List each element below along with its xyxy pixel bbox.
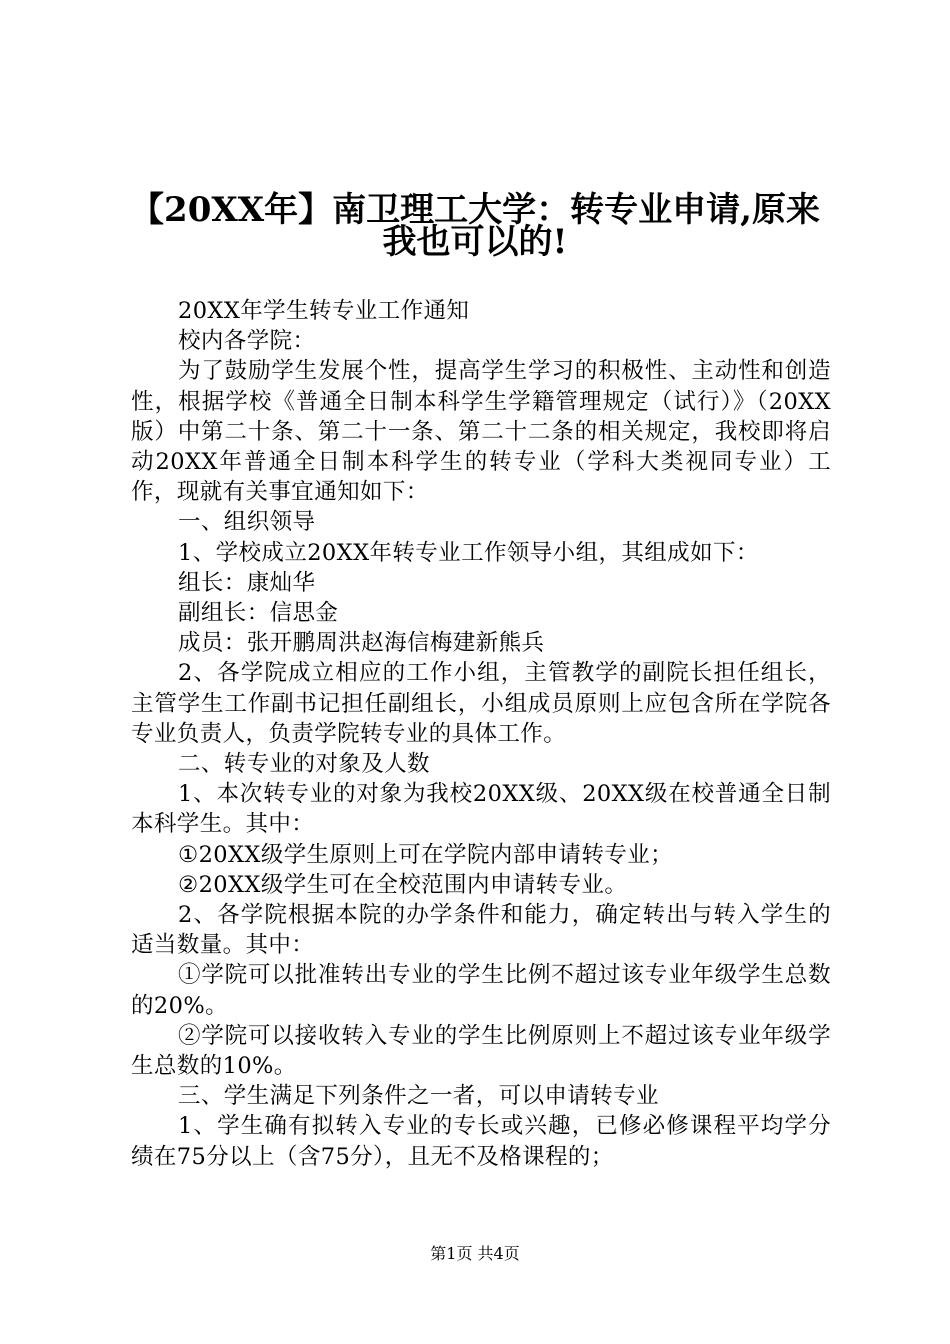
paragraph-quota-item-2: ②学院可以接收转入专业的学生比例原则上不超过该专业年级学生总数的10%。 [131, 1022, 831, 1080]
paragraph-target-item-1: ①20XX级学生原则上可在学院内部申请转专业； [178, 841, 674, 868]
paragraph-notice-heading: 20XX年学生转专业工作通知 [178, 298, 470, 324]
section-heading-targets: 二、转专业的对象及人数 [178, 751, 430, 778]
paragraph-salutation: 校内各学院： [178, 328, 316, 355]
page-number-footer: 第1页 共4页 [430, 1244, 520, 1263]
paragraph-members: 成员：张开鹏周洪赵海信梅建新熊兵 [178, 630, 545, 657]
paragraph-targets: 1、本次转专业的对象为我校20XX级、20XX级在校普通全日制本科学生。其中： [131, 781, 831, 838]
document-title-line-2: 我也可以的! [382, 222, 568, 262]
document-title-line-1: 【20XX年】南卫理工大学：转专业申请,原来 [130, 190, 820, 230]
paragraph-condition-1: 1、学生确有拟转入专业的专长或兴趣，已修必修课程平均学分绩在75分以上（含75分），且无不及格课程的； [131, 1113, 831, 1170]
paragraph-intro: 为了鼓励学生发展个性，提高学生学习的积极性、主动性和创造性，根据学校《普通全日制本科学生学籍管理规定（试行）》（20XX版）中第二十条、第二十一条、第二十二条的相关规定，我校即将启动20XX年普通全日制本科学生的转专业（学科大类视同专业）工作，现就有关事宜通知如下： [131, 358, 831, 506]
section-heading-organization: 一、组织领导 [178, 509, 316, 536]
paragraph-group-leader: 组长：康灿华 [178, 569, 316, 596]
document-body [131, 296, 831, 1172]
paragraph-quota: 2、各学院根据本院的办学条件和能力，确定转出与转入学生的适当数量。其中： [131, 902, 831, 959]
paragraph-deputy-leader: 副组长：信思金 [178, 600, 339, 627]
section-heading-conditions: 三、学生满足下列条件之一者，可以申请转专业 [178, 1083, 659, 1110]
paragraph-quota-item-1: ①学院可以批准转出专业的学生比例不超过该专业年级学生总数的20%。 [131, 962, 831, 1019]
paragraph-leadership-group: 1、学校成立20XX年转专业工作领导小组，其组成如下： [178, 539, 759, 566]
paragraph-target-item-2: ②20XX级学生可在全校范围内申请转专业。 [178, 871, 628, 898]
paragraph-college-groups: 2、各学院成立相应的工作小组，主管教学的副院长担任组长，主管学生工作副书记担任副组长，小组成员原则上应包含所在学院各专业负责人，负责学院转专业的具体工作。 [131, 660, 831, 747]
